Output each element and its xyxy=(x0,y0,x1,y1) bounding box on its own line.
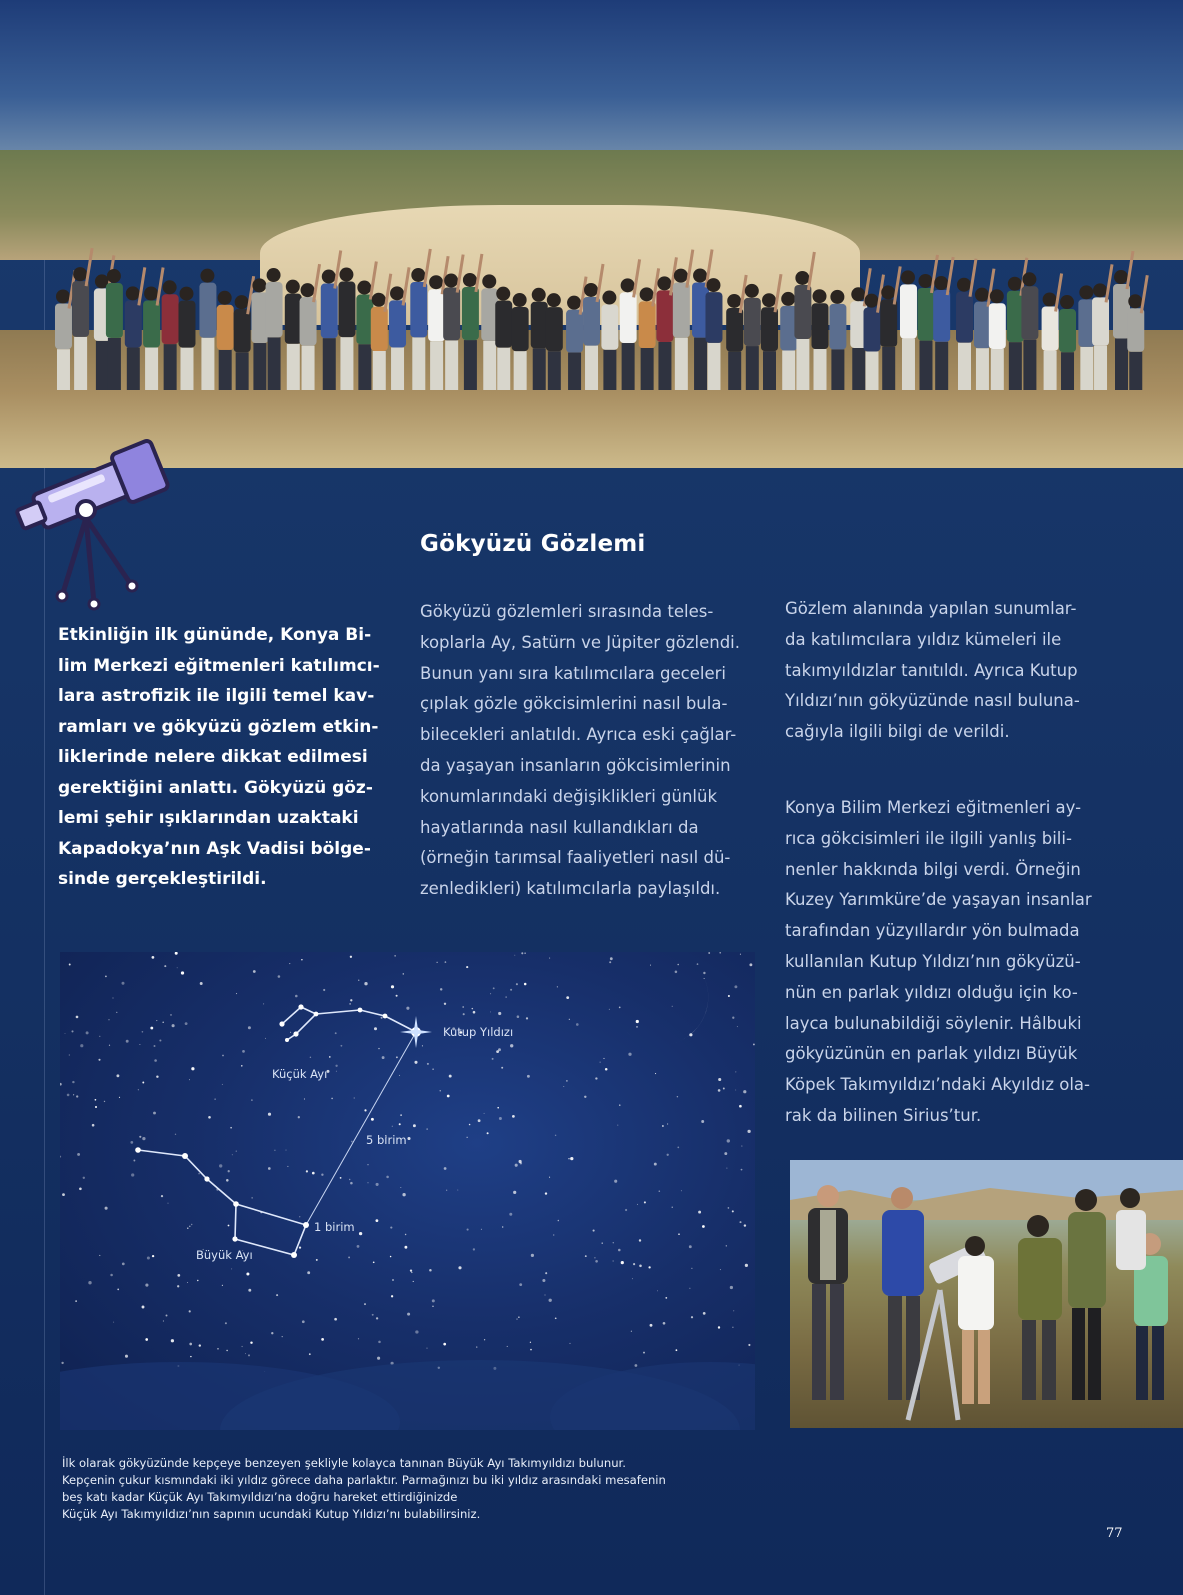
person-silhouette xyxy=(321,251,341,390)
caption-line: beş katı kadar Küçük Ayı Takımyıldızı’na doğru hareket ettirdiğinizde xyxy=(62,1490,458,1504)
text-line: Etkinliğin ilk gününde, Konya Bi- xyxy=(58,625,372,645)
text-line: ramları ve gökyüzü gözlem etkin- xyxy=(58,716,379,737)
text-line: Kuzey Yarımküre’de yaşayan insanlar xyxy=(785,890,1092,910)
text-line: rak da bilinen Sirius’tur. xyxy=(785,1105,982,1125)
page-number: 77 xyxy=(1106,1526,1123,1541)
text-line: kullanılan Kutup Yıldızı’nın gökyüzü- xyxy=(785,951,1081,971)
kutup-yildizi-label: Kutup Yıldızı xyxy=(443,1025,514,1039)
person-silhouette xyxy=(1127,275,1147,390)
person-silhouette xyxy=(1059,295,1076,390)
text-line: Konya Bilim Merkezi eğitmenleri ay- xyxy=(785,798,1082,817)
person-silhouette xyxy=(338,268,355,390)
five-units-label: 5 birim xyxy=(366,1133,407,1147)
person-silhouette xyxy=(266,268,283,390)
text-line: Yıldızı’nın gökyüzünde nasıl buluna- xyxy=(785,691,1080,711)
person-silhouette xyxy=(285,280,302,390)
intro-paragraph xyxy=(58,620,388,895)
person-silhouette xyxy=(956,259,976,390)
person-silhouette xyxy=(546,293,563,390)
person-silhouette xyxy=(1042,274,1062,390)
person-silhouette xyxy=(512,293,529,390)
group-photo xyxy=(0,0,1183,468)
person-silhouette xyxy=(178,287,195,390)
telescope-icon xyxy=(4,418,194,613)
person-silhouette xyxy=(234,276,254,390)
text-line: nün en parlak yıldızı olduğu için ko- xyxy=(785,982,1078,1002)
pointer-line xyxy=(306,1032,416,1225)
observation-photo xyxy=(790,1160,1183,1428)
text-line: konumlarındaki değişiklikleri günlük xyxy=(420,786,718,806)
person-silhouette xyxy=(620,259,640,390)
text-line: liklerinde nelere dikkat edilmesi xyxy=(58,747,368,767)
text-line: tarafından yüzyıllardır yön bulmada xyxy=(785,921,1080,941)
body-column-2-paragraph-1 xyxy=(785,594,1115,748)
person-silhouette xyxy=(989,289,1006,390)
text-line: Köpek Takımyıldızı’ndaki Akyıldız ola- xyxy=(785,1075,1090,1095)
text-line: lemi şehir ışıklarından uzaktaki xyxy=(58,808,359,828)
person-silhouette xyxy=(162,280,179,390)
text-line: hayatlarında nasıl kullandıkları da xyxy=(420,817,699,837)
text-line: rıca gökcisimleri ile ilgili yanlış bili- xyxy=(785,828,1072,848)
text-line: koplarla Ay, Satürn ve Jüpiter gözlendi. xyxy=(420,632,741,652)
person-silhouette xyxy=(933,257,953,390)
star-map-caption xyxy=(62,1455,752,1523)
crescent-moon xyxy=(620,970,708,1045)
person-silhouette xyxy=(371,274,391,390)
text-line: da yaşayan insanların gökcisimlerinin xyxy=(420,755,731,775)
buyuk-ayi-label: Büyük Ayı xyxy=(196,1248,253,1262)
text-line: çıplak gözle gökcisimlerini nasıl bula- xyxy=(420,694,728,714)
body-column-1 xyxy=(420,597,750,905)
person-silhouette xyxy=(495,287,512,390)
person-silhouette xyxy=(106,269,123,390)
person-silhouette xyxy=(410,249,430,390)
person-silhouette xyxy=(1021,272,1038,390)
person-silhouette xyxy=(812,289,829,390)
person-silhouette xyxy=(761,274,781,390)
kucuk-ayi-label: Küçük Ayı xyxy=(272,1067,328,1081)
kucuk-ayi-lines xyxy=(282,1007,316,1040)
text-line: layca bulunabildiği söylenir. Hâlbuki xyxy=(785,1013,1082,1033)
caption-line: Küçük Ayı Takımyıldızı’nın sapının ucundaki Kutup Yıldızı’nı bulabilirsiniz. xyxy=(62,1507,481,1521)
text-line: Kapadokya’nın Aşk Vadisi bölge- xyxy=(58,838,371,859)
person-silhouette xyxy=(1092,264,1112,390)
star-map-illustration xyxy=(60,952,755,1430)
polaris-star xyxy=(400,1016,432,1048)
person-silhouette xyxy=(462,254,482,390)
one-unit-label: 1 birim xyxy=(314,1220,355,1234)
person-silhouette xyxy=(55,270,75,390)
buyuk-ayi-lines xyxy=(138,1150,306,1255)
person-silhouette xyxy=(900,270,917,390)
kucuk-ayi-handle xyxy=(316,1010,416,1032)
constellation-overlay xyxy=(60,952,755,1430)
text-line: Bunun yanı sıra katılımcılara geceleri xyxy=(420,663,726,683)
text-line: Gözlem alanında yapılan sunumlar- xyxy=(785,599,1077,618)
people-at-telescope xyxy=(790,1160,1183,1428)
photo-sky xyxy=(0,0,1183,175)
text-line: lim Merkezi eğitmenleri katılımcı- xyxy=(58,655,380,676)
person-silhouette xyxy=(705,278,722,390)
person-silhouette xyxy=(794,252,814,390)
person-silhouette xyxy=(143,267,163,390)
person-silhouette xyxy=(199,269,216,390)
text-line: nenler hakkında bilgi verdi. Örneğin xyxy=(785,859,1081,879)
person-silhouette xyxy=(125,267,145,390)
text-line: cağıyla ilgili bilgi de verildi. xyxy=(785,722,1010,742)
person-silhouette xyxy=(300,264,320,390)
text-line: Gökyüzü gözlemleri sırasında teles- xyxy=(420,602,714,621)
text-line: bilecekleri anlatıldı. Ayrıca eski çağlar- xyxy=(420,725,737,745)
person-silhouette xyxy=(829,290,846,390)
text-line: da katılımcılara yıldız kümeleri ile xyxy=(785,629,1062,649)
text-line: lara astrofizik ile ilgili temel kav- xyxy=(58,686,375,706)
person-silhouette xyxy=(389,267,409,390)
person-silhouette xyxy=(217,291,234,390)
text-line: takımyıldızlar tanıtıldı. Ayrıca Kutup xyxy=(785,660,1078,680)
section-title: Gökyüzü Gözlemi xyxy=(420,531,646,557)
body-column-2-paragraph-2 xyxy=(785,793,1115,1132)
text-line: (örneğin tarımsal faaliyetleri nasıl dü- xyxy=(420,848,731,868)
caption-line: İlk olarak gökyüzünde kepçeye benzeyen şekliyle kolayca tanınan Büyük Ayı Takımyıldızı bulunur. xyxy=(62,1456,626,1470)
person-silhouette xyxy=(601,291,618,390)
caption-line: Kepçenin çukur kısmındaki iki yıldız görece daha parlaktır. Parmağınızı bu iki yıldız arasındaki mesafenin xyxy=(62,1473,666,1487)
person-silhouette xyxy=(639,268,659,390)
text-line: gökyüzünün en parlak yıldızı Büyük xyxy=(785,1044,1078,1064)
person-silhouette xyxy=(531,288,548,390)
person-silhouette xyxy=(72,248,92,390)
group-of-people xyxy=(45,240,1160,390)
person-silhouette xyxy=(744,284,761,390)
person-silhouette xyxy=(726,275,746,390)
text-line: zenledikleri) katılımcılarla paylaşıldı. xyxy=(420,879,721,899)
text-line: sinde gerçekleştirildi. xyxy=(58,869,267,889)
text-line: gerektiğini anlattı. Gökyüzü göz- xyxy=(58,777,373,798)
